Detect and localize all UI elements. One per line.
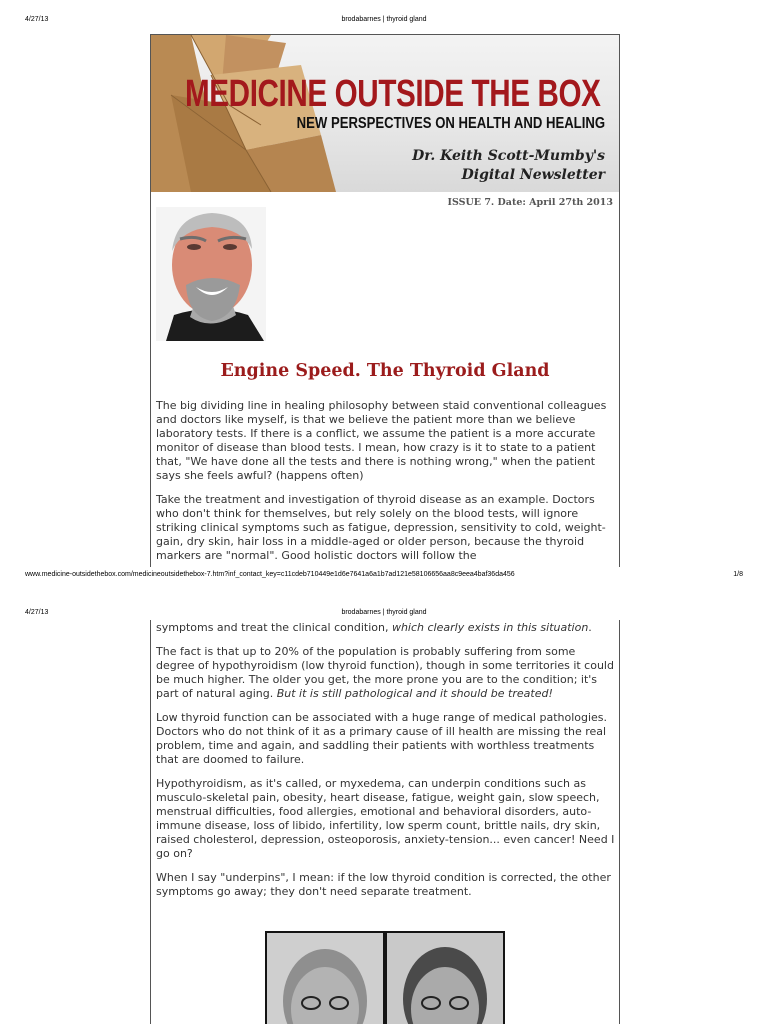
text-run: . [588, 621, 592, 634]
article-paragraph-1 [156, 399, 616, 493]
paragraph-conditions: Hypothyroidism, as it's called, or myxedema, can underpin conditions such as musculo-skeletal pain, obesity, heart disease, fatigue, weight gain, slow speech, menstrual difficulties, food allergies, emotional and behavioral disorders, auto-immune disease, loss of libido, infertility, low sperm count, brittle nails, dry skin, raised cholesterol, depression, osteoporosis, anxiety-tension... even cancer! Need I go on? [156, 777, 615, 860]
newsletter-title: MEDICINE OUTSIDE THE BOX [185, 73, 601, 115]
newsletter-banner [151, 35, 619, 192]
paragraph-text: Take the treatment and investigation of thyroid disease as an example. Doctors who don't think for themselves, but rely solely on the blood tests, will ignore striking clinical symptoms such as fatigue, depression, sensitivity to cold, weight-gain, dry skin, hair loss in a middle-aged or older person, because the thyroid markers are "normal". Good holistic doctors will follow the [156, 493, 606, 562]
author-line-1: Dr. Keith Scott-Mumby's [412, 148, 605, 164]
print-title: brodabarnes | thyroid gland [341, 16, 427, 23]
newsletter-subtitle: NEW PERSPECTIVES ON HEALTH AND HEALING [296, 115, 605, 132]
article-paragraph-2 [156, 493, 616, 567]
author-line-2: Digital Newsletter [461, 167, 605, 183]
text-run: symptoms and treat the clinical condition, [156, 621, 392, 634]
author-portrait [156, 207, 266, 341]
text-run: The fact is that up to 20% of the population is probably suffering from some degree of hypothyroidism (low thyroid function), though in some territories it could be much higher. The older you get, the more prone you are to the condition; it's part of natural aging. [156, 645, 614, 700]
article-continued [156, 621, 616, 909]
paragraph-pathologies: Low thyroid function can be associated with a huge range of medical pathologies. Doctors who do not think of it as a primary cause of ill health are missing the real problem, time and again, and saddling their patients with worthless treatments that are doomed to failure. [156, 711, 608, 766]
page-number: 1/8 [733, 571, 743, 578]
historical-portraits-photo [265, 931, 505, 1024]
print-url: www.medicine-outsidethebox.com/medicineoutsidethebox-7.htm?inf_contact_key=c11cdeb710449e1d6e7641a6a1b7ad121e58106656aa8c9eea4baf36da456 [25, 571, 515, 578]
italic-run: But it is still pathological and it should be treated! [276, 687, 553, 700]
newsletter-page-1 [150, 34, 620, 567]
paragraph-text: The big dividing line in healing philosophy between staid conventional colleagues and doctors like myself, is that we believe the patient more than we believe laboratory tests. If there is a conflict, we assume the patient is a more accurate monitor of disease than blood tests. I mean, how crazy is it to state to a patient that, "We have done all the tests and there is nothing wrong," when the patient says she feels awful? (happens often) [156, 399, 607, 482]
issue-date: ISSUE 7. Date: April 27th 2013 [447, 197, 613, 208]
print-title: brodabarnes | thyroid gland [341, 609, 427, 616]
paragraph-prevalence [156, 645, 616, 701]
italic-run: which clearly exists in this situation [391, 621, 589, 634]
print-date: 4/27/13 [25, 16, 49, 23]
newsletter-author [412, 147, 605, 185]
newsletter-page-2 [150, 620, 620, 1024]
paragraph-underpins: When I say "underpins", I mean: if the low thyroid condition is corrected, the other symptoms go away; they don't need separate treatment. [156, 871, 611, 898]
print-date: 4/27/13 [25, 609, 49, 616]
article-headline: Engine Speed. The Thyroid Gland [220, 361, 550, 381]
paragraph-continued [156, 621, 616, 635]
